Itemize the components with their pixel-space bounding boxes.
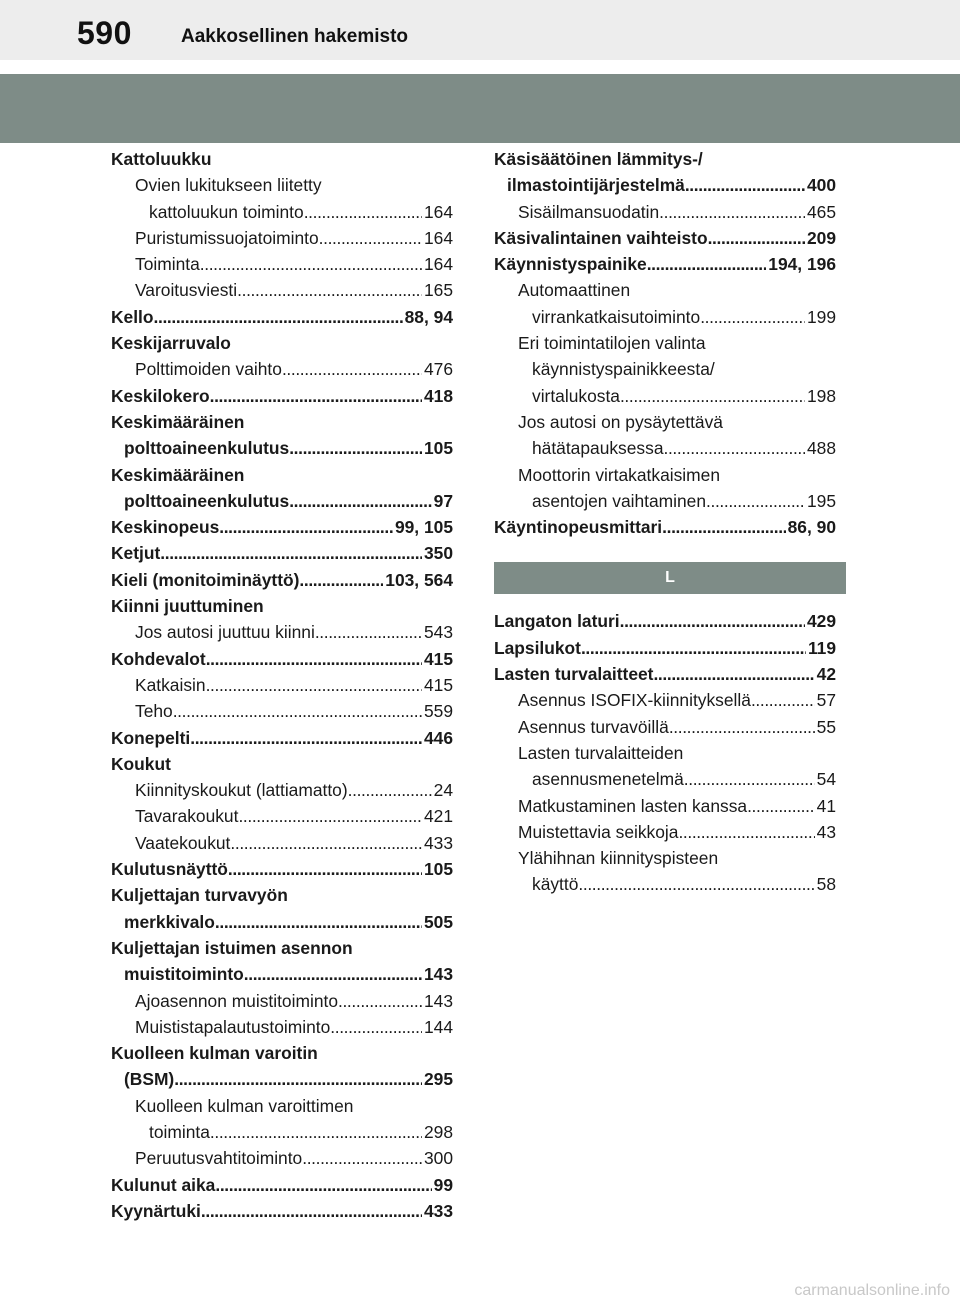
index-entry-text: Sisäilmansuodatin bbox=[518, 201, 660, 222]
index-entry-text: Peruutusvahtitoiminto bbox=[135, 1148, 303, 1169]
index-entry bbox=[111, 225, 453, 251]
index-entry-text: Keskijarruvalo bbox=[111, 333, 231, 354]
index-entry-page: 198 bbox=[806, 385, 836, 406]
leader-dots bbox=[700, 304, 805, 330]
leader-dots bbox=[330, 1014, 422, 1040]
leader-dots bbox=[685, 172, 805, 198]
index-entry bbox=[111, 961, 453, 987]
index-entry bbox=[111, 277, 453, 303]
index-entry-page: 165 bbox=[423, 280, 453, 301]
index-entry-text: Muististapalautustoiminto bbox=[135, 1016, 331, 1037]
index-entry-text: Toiminta bbox=[135, 254, 200, 275]
index-entry-text: Muistettavia seikkoja bbox=[518, 821, 679, 842]
index-entry bbox=[494, 514, 836, 540]
index-entry-text: Moottorin virtakatkaisimen bbox=[518, 464, 720, 485]
index-entry bbox=[111, 1119, 453, 1145]
index-entry-page: 543 bbox=[423, 622, 453, 643]
index-entry bbox=[494, 251, 836, 277]
index-entry-page: 97 bbox=[433, 490, 453, 511]
index-entry-text: Ajoasennon muistitoiminto bbox=[135, 990, 338, 1011]
index-entry-page: 42 bbox=[816, 664, 836, 685]
index-entry-page: 144 bbox=[423, 1016, 453, 1037]
index-entry-text: Konepelti bbox=[111, 727, 191, 748]
index-entry-page: 105 bbox=[423, 859, 453, 880]
index-entry bbox=[111, 1145, 453, 1171]
index-entry bbox=[111, 725, 453, 751]
index-entry-page: 103, 564 bbox=[385, 569, 453, 590]
index-entry-page: 99, 105 bbox=[394, 517, 453, 538]
index-entry bbox=[494, 793, 836, 819]
index-entry-page: 24 bbox=[433, 780, 453, 801]
index-entry-text: Ketjut bbox=[111, 543, 161, 564]
index-entry-page: 164 bbox=[423, 227, 453, 248]
index-entry bbox=[111, 488, 453, 514]
index-entry-page: 433 bbox=[423, 832, 453, 853]
index-entry bbox=[111, 304, 453, 330]
index-entry-text: Polttimoiden vaihto bbox=[135, 359, 282, 380]
index-entry-page: 300 bbox=[423, 1148, 453, 1169]
index-entry-page: 476 bbox=[423, 359, 453, 380]
leader-dots bbox=[206, 672, 422, 698]
index-entry-page: 41 bbox=[816, 795, 836, 816]
index-entry bbox=[111, 698, 453, 724]
index-entry bbox=[111, 803, 453, 829]
index-entry bbox=[111, 540, 453, 566]
leader-dots bbox=[581, 635, 806, 661]
index-entry-text: Kieli (monitoiminäyttö) bbox=[111, 569, 300, 590]
index-entry bbox=[111, 1014, 453, 1040]
index-entry-text: Kuolleen kulman varoitin bbox=[111, 1043, 318, 1064]
index-entry bbox=[494, 409, 836, 435]
top-bar bbox=[0, 0, 960, 60]
index-entry bbox=[111, 462, 453, 488]
index-entry-text: Käyntinopeusmittari bbox=[494, 517, 663, 538]
leader-dots bbox=[299, 567, 383, 593]
leader-dots bbox=[201, 1198, 422, 1224]
leader-dots bbox=[706, 488, 805, 514]
leader-dots bbox=[244, 961, 422, 987]
index-entry-text: hätätapauksessa bbox=[532, 438, 664, 459]
index-entry-page: 119 bbox=[807, 637, 836, 658]
leader-dots bbox=[210, 383, 422, 409]
leader-dots bbox=[747, 793, 815, 819]
index-entry bbox=[494, 146, 836, 172]
index-entry bbox=[111, 199, 453, 225]
index-entry-page: 55 bbox=[816, 716, 836, 737]
index-entry-text: Tavarakoukut bbox=[135, 806, 239, 827]
index-entry-text: Asennus turvavöillä bbox=[518, 716, 669, 737]
index-entry-text: Lasten turvalaitteet bbox=[494, 664, 654, 685]
index-entry-page: 54 bbox=[816, 769, 836, 790]
index-entry bbox=[111, 409, 453, 435]
index-entry-text: Asennus ISOFIX-kiinnityksellä bbox=[518, 690, 751, 711]
index-entry-text: Käynnistyspainike bbox=[494, 254, 647, 275]
index-entry bbox=[494, 304, 836, 330]
index-entry-page: 465 bbox=[806, 201, 836, 222]
index-entry-text: Käsisäätöinen lämmitys-/ bbox=[494, 149, 703, 169]
index-entry-page: 86, 90 bbox=[787, 517, 836, 538]
index-entry-page: 57 bbox=[816, 690, 836, 711]
index-entry-page: 505 bbox=[423, 911, 453, 932]
index-entry-text: Matkustaminen lasten kanssa bbox=[518, 795, 748, 816]
index-entry-text: polttoaineenkulutus bbox=[124, 490, 290, 511]
index-entry bbox=[111, 882, 453, 908]
index-entry bbox=[494, 462, 836, 488]
index-entry bbox=[494, 277, 836, 303]
index-entry-page: 415 bbox=[423, 648, 453, 669]
index-entry bbox=[494, 871, 836, 897]
index-entry-page: 99 bbox=[433, 1174, 453, 1195]
index-entry-page: 429 bbox=[806, 611, 836, 632]
index-entry-text: Eri toimintatilojen valinta bbox=[518, 333, 706, 354]
index-entry bbox=[494, 740, 836, 766]
index-entry bbox=[494, 661, 836, 687]
index-entry bbox=[494, 845, 836, 871]
index-entry-page: 421 bbox=[423, 806, 453, 827]
index-entry-text: Käsivalintainen vaihteisto bbox=[494, 227, 708, 248]
header-band bbox=[0, 74, 960, 143]
index-entry-text: virrankatkaisutoiminto bbox=[532, 306, 701, 327]
index-entry-text: toiminta bbox=[149, 1121, 210, 1142]
index-entry bbox=[111, 830, 453, 856]
index-entry bbox=[111, 672, 453, 698]
leader-dots bbox=[160, 540, 422, 566]
index-entry bbox=[111, 777, 453, 803]
index-entry bbox=[111, 856, 453, 882]
index-entry-text: Kello bbox=[111, 306, 154, 327]
leader-dots bbox=[678, 819, 814, 845]
index-entry bbox=[111, 1198, 453, 1224]
leader-dots bbox=[282, 356, 422, 382]
index-entry bbox=[111, 1172, 453, 1198]
leader-dots bbox=[304, 199, 422, 225]
leader-dots bbox=[653, 661, 814, 687]
index-entry bbox=[111, 435, 453, 461]
index-entry-page: 400 bbox=[806, 175, 836, 196]
index-entry bbox=[111, 909, 453, 935]
index-entry bbox=[111, 988, 453, 1014]
index-entry bbox=[494, 687, 836, 713]
index-entry-page: 199 bbox=[806, 306, 836, 327]
index-entry-page: 143 bbox=[423, 964, 453, 985]
leader-dots bbox=[238, 803, 422, 829]
section-letter-header: L bbox=[494, 562, 846, 594]
index-entry bbox=[494, 766, 836, 792]
index-entry-page: 164 bbox=[423, 254, 453, 275]
index-entry-text: Keskimääräinen bbox=[111, 464, 245, 485]
leader-dots bbox=[659, 199, 805, 225]
leader-dots bbox=[319, 225, 422, 251]
index-entry bbox=[494, 714, 836, 740]
index-entry-text: muistitoiminto bbox=[124, 964, 244, 985]
index-entry-text: merkkivalo bbox=[124, 911, 215, 932]
index-entry-text: kattoluukun toiminto bbox=[149, 201, 304, 222]
index-entry-page: 559 bbox=[423, 701, 453, 722]
index-entry bbox=[111, 567, 453, 593]
index-entry bbox=[111, 514, 453, 540]
index-entry bbox=[111, 330, 453, 356]
index-entry-page: 194, 196 bbox=[768, 254, 836, 275]
index-entry-text: virtalukosta bbox=[532, 385, 620, 406]
index-entry bbox=[111, 146, 453, 172]
index-entry bbox=[494, 383, 836, 409]
index-entry-page: 143 bbox=[423, 990, 453, 1011]
index-entry-text: Jos autosi on pysäytettävä bbox=[518, 411, 723, 432]
leader-dots bbox=[200, 251, 422, 277]
page-title: Aakkosellinen hakemisto bbox=[181, 26, 409, 47]
index-entry bbox=[111, 1066, 453, 1092]
index-entry-page: 43 bbox=[816, 821, 836, 842]
index-entry-page: 209 bbox=[806, 227, 836, 248]
leader-dots bbox=[237, 277, 422, 303]
index-entry bbox=[494, 488, 836, 514]
leader-dots bbox=[215, 909, 422, 935]
leader-dots bbox=[620, 608, 805, 634]
index-entry-text: Teho bbox=[135, 701, 173, 722]
index-entry-page: 415 bbox=[423, 674, 453, 695]
leader-dots bbox=[289, 435, 422, 461]
index-entry-text: Lasten turvalaitteiden bbox=[518, 742, 684, 763]
index-entry bbox=[111, 619, 453, 645]
index-entry bbox=[494, 330, 836, 356]
index-entry-text: asennusmenetelmä bbox=[532, 769, 684, 790]
index-entry-text: Kuljettajan turvavyön bbox=[111, 885, 288, 906]
index-entry-page: 488 bbox=[806, 438, 836, 459]
index-entry-text: Vaatekoukut bbox=[135, 832, 231, 853]
index-entry-text: Lapsilukot bbox=[494, 637, 581, 658]
index-entry bbox=[111, 172, 453, 198]
index-entry bbox=[111, 646, 453, 672]
leader-dots bbox=[338, 988, 422, 1014]
index-group-k bbox=[494, 146, 836, 540]
index-entry-page: 298 bbox=[423, 1121, 453, 1142]
watermark-footer: carmanualsonline.info bbox=[794, 1282, 950, 1299]
index-entry bbox=[494, 199, 836, 225]
index-entry-text: Puristumissuojatoiminto bbox=[135, 227, 319, 248]
index-entry-text: käyttö bbox=[532, 874, 579, 895]
index-entry-text: Koukut bbox=[111, 753, 171, 774]
index-entry-page: 164 bbox=[423, 201, 453, 222]
leader-dots bbox=[620, 383, 805, 409]
leader-dots bbox=[348, 777, 432, 803]
index-entry-text: Ylähihnan kiinnityspisteen bbox=[518, 848, 719, 869]
index-entry-page: 295 bbox=[423, 1069, 453, 1090]
index-entry bbox=[111, 935, 453, 961]
index-entry bbox=[111, 1040, 453, 1066]
index-entry-text: Kulunut aika bbox=[111, 1174, 216, 1195]
index-entry-page: 350 bbox=[423, 543, 453, 564]
index-entry bbox=[111, 383, 453, 409]
index-entry-text: Kohdevalot bbox=[111, 648, 206, 669]
leader-dots bbox=[230, 830, 422, 856]
leader-dots bbox=[751, 687, 815, 713]
index-entry-text: Kiinni juuttuminen bbox=[111, 596, 264, 617]
leader-dots bbox=[289, 488, 431, 514]
leader-dots bbox=[219, 514, 393, 540]
index-entry-text: Kattoluukku bbox=[111, 149, 212, 169]
index-entry bbox=[111, 751, 453, 777]
leader-dots bbox=[174, 1066, 422, 1092]
index-entry-text: Katkaisin bbox=[135, 674, 206, 695]
leader-dots bbox=[210, 1119, 422, 1145]
leader-dots bbox=[173, 698, 422, 724]
index-entry-page: 88, 94 bbox=[404, 306, 453, 327]
index-entry-text: Langaton laturi bbox=[494, 611, 620, 632]
leader-dots bbox=[578, 871, 814, 897]
index-entry-text: Varoitusviesti bbox=[135, 280, 238, 301]
page-number: 590 bbox=[77, 15, 132, 51]
leader-dots bbox=[669, 714, 815, 740]
index-column-right bbox=[494, 146, 836, 898]
index-entry bbox=[111, 1093, 453, 1119]
leader-dots bbox=[228, 856, 422, 882]
index-entry-page: 446 bbox=[423, 727, 453, 748]
index-entry-page: 433 bbox=[423, 1200, 453, 1221]
index-entry-text: Kulutusnäyttö bbox=[111, 859, 228, 880]
leader-dots bbox=[315, 619, 422, 645]
index-entry-text: Keskinopeus bbox=[111, 517, 220, 538]
index-entry bbox=[494, 172, 836, 198]
index-entry-text: Jos autosi juuttuu kiinni bbox=[135, 622, 315, 643]
index-entry-text: Automaattinen bbox=[518, 280, 631, 301]
leader-dots bbox=[684, 766, 815, 792]
leader-dots bbox=[206, 646, 422, 672]
leader-dots bbox=[647, 251, 767, 277]
index-entry-page: 105 bbox=[423, 438, 453, 459]
index-entry-text: (BSM) bbox=[124, 1069, 175, 1090]
index-entry-text: Kyynärtuki bbox=[111, 1200, 201, 1221]
index-entry-text: Kiinnityskoukut (lattiamatto) bbox=[135, 780, 348, 801]
leader-dots bbox=[190, 725, 422, 751]
index-entry-text: polttoaineenkulutus bbox=[124, 438, 290, 459]
index-entry-text: Ovien lukitukseen liitetty bbox=[135, 175, 322, 196]
index-entry bbox=[494, 635, 836, 661]
index-entry-page: 195 bbox=[806, 490, 836, 511]
index-entry bbox=[494, 819, 836, 845]
index-entry-page: 58 bbox=[816, 874, 836, 895]
index-entry-text: Keskimääräinen bbox=[111, 411, 245, 432]
index-entry bbox=[111, 593, 453, 619]
index-entry-text: käynnistyspainikkeesta/ bbox=[532, 359, 715, 380]
index-column-left bbox=[111, 146, 453, 1224]
index-entry-page: 418 bbox=[423, 385, 453, 406]
index-entry bbox=[111, 356, 453, 382]
index-group-l bbox=[494, 608, 836, 897]
index-entry-text: asentojen vaihtaminen bbox=[532, 490, 707, 511]
index-entry bbox=[494, 225, 836, 251]
index-entry-text: Kuolleen kulman varoittimen bbox=[135, 1095, 354, 1116]
leader-dots bbox=[302, 1145, 422, 1171]
leader-dots bbox=[664, 435, 805, 461]
leader-dots bbox=[662, 514, 786, 540]
index-entry-text: Keskilokero bbox=[111, 385, 210, 406]
index-entry bbox=[494, 608, 836, 634]
index-entry bbox=[111, 251, 453, 277]
leader-dots bbox=[708, 225, 805, 251]
leader-dots bbox=[215, 1172, 431, 1198]
leader-dots bbox=[154, 304, 403, 330]
index-entry bbox=[494, 356, 836, 382]
index-entry bbox=[494, 435, 836, 461]
index-entry-text: Kuljettajan istuimen asennon bbox=[111, 937, 353, 958]
index-entry-text: ilmastointijärjestelmä bbox=[507, 175, 685, 196]
